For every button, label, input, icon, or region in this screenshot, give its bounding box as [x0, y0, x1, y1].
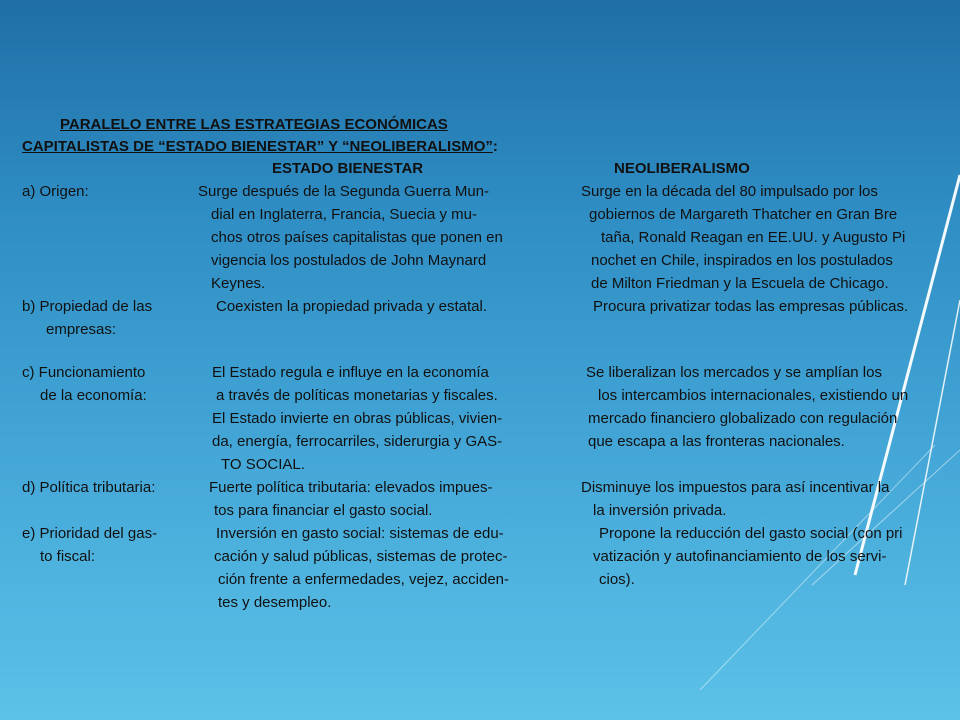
neo-funcionamiento-line: que escapa a las fronteras nacionales.	[588, 433, 845, 450]
heading-line-2-text: CAPITALISTAS DE “ESTADO BIENESTAR” Y “NEOLIBERALISMO”	[22, 138, 493, 155]
neo-funcionamiento-line: mercado financiero globalizado con regulación	[588, 410, 898, 427]
estado-origen-line: Keynes.	[211, 275, 266, 292]
estado-funcionamiento-line: da, energía, ferrocarriles, siderurgia y GAS-	[212, 433, 503, 450]
neo-tributaria-line: la inversión privada.	[593, 502, 727, 519]
column-header-neoliberalismo: NEOLIBERALISMO	[614, 160, 750, 177]
row-label-funcionamiento: de la economía:	[40, 387, 147, 404]
neo-funcionamiento-line: los intercambios internacionales, existiendo un	[598, 387, 909, 404]
neo-origen-line: gobiernos de Margareth Thatcher en Gran Bre	[589, 206, 898, 223]
heading-line-2-colon: :	[492, 138, 498, 155]
estado-prioridad-line: cación y salud públicas, sistemas de protec-	[214, 548, 508, 565]
neo-origen-line: taña, Ronald Reagan en EE.UU. y Augusto Pi	[601, 229, 906, 246]
estado-funcionamiento-line: El Estado invierte en obras públicas, vivien-	[212, 410, 503, 427]
neo-prioridad-line: cios).	[599, 571, 635, 588]
heading-line-1: PARALELO ENTRE LAS ESTRATEGIAS ECONÓMICAS	[60, 116, 448, 133]
estado-origen-line: chos otros países capitalistas que ponen en	[211, 229, 503, 246]
estado-origen-line: vigencia los postulados de John Maynard	[211, 252, 487, 269]
estado-tributaria-line: tos para financiar el gasto social.	[214, 502, 433, 519]
estado-funcionamiento-line: a través de políticas monetarias y fiscales.	[216, 387, 498, 404]
estado-origen-line: dial en Inglaterra, Francia, Suecia y mu-	[211, 206, 477, 223]
neo-funcionamiento-line: Se liberalizan los mercados y se amplían los	[586, 364, 882, 381]
row-label-funcionamiento: c) Funcionamiento	[22, 364, 146, 381]
neo-origen-line: nochet en Chile, inspirados en los postulados	[591, 252, 893, 269]
neo-propiedad-line: Procura privatizar todas las empresas públicas.	[593, 298, 909, 315]
neo-origen-line: de Milton Friedman y la Escuela de Chicago.	[591, 275, 889, 292]
row-label-propiedad: b) Propiedad de las	[22, 298, 153, 315]
estado-tributaria-line: Fuerte política tributaria: elevados impues-	[209, 479, 493, 496]
row-label-prioridad: to fiscal:	[40, 548, 96, 565]
neo-prioridad-line: vatización y autofinanciamiento de los servi-	[593, 548, 887, 565]
estado-funcionamiento-line: TO SOCIAL.	[221, 456, 305, 473]
neo-tributaria-line: Disminuye los impuestos para así incentivar la	[581, 479, 890, 496]
estado-funcionamiento-line: El Estado regula e influye en la economía	[212, 364, 489, 381]
estado-prioridad-line: Inversión en gasto social: sistemas de edu-	[216, 525, 504, 542]
row-label-origen: a) Origen:	[22, 183, 89, 200]
neo-origen-line: Surge en la década del 80 impulsado por los	[581, 183, 878, 200]
row-label-tributaria: d) Política tributaria:	[22, 479, 156, 496]
estado-prioridad-line: tes y desempleo.	[218, 594, 332, 611]
estado-origen-line: Surge después de la Segunda Guerra Mun-	[198, 183, 490, 200]
heading-line-2	[22, 136, 498, 158]
column-header-estado-bienestar: ESTADO BIENESTAR	[272, 160, 424, 177]
estado-prioridad-line: ción frente a enfermedades, vejez, acciden-	[218, 571, 509, 588]
estado-propiedad-line: Coexisten la propiedad privada y estatal.	[216, 298, 487, 315]
row-label-propiedad: empresas:	[46, 321, 117, 338]
neo-prioridad-line: Propone la reducción del gasto social (con pri	[599, 525, 903, 542]
row-label-prioridad: e) Prioridad del gas-	[22, 525, 158, 542]
deco-line-2	[905, 300, 960, 585]
